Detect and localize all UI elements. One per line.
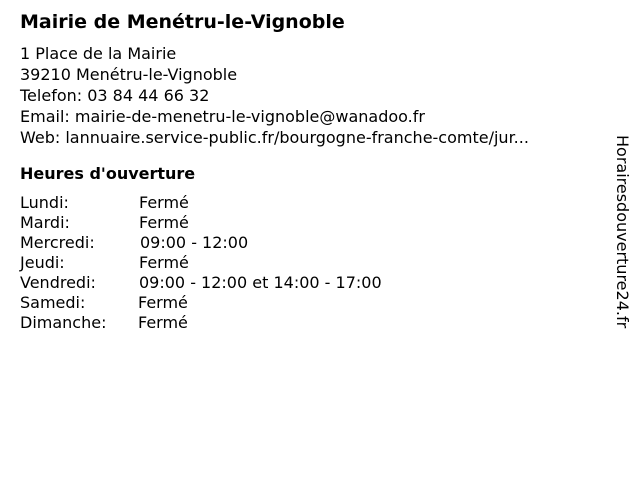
- hours-heading: Heures d'ouverture: [20, 164, 196, 183]
- day-label: Jeudi:: [20, 253, 65, 272]
- site-watermark: Horairesdouverture24.fr: [613, 135, 632, 329]
- day-label: Mercredi:: [20, 233, 95, 252]
- hours-value: Fermé: [138, 313, 188, 332]
- hours-value: Fermé: [138, 293, 188, 312]
- web-line: Web: lannuaire.service-public.fr/bourgogne-franche-comte/jur...: [20, 128, 529, 147]
- hours-value: 09:00 - 12:00 et 14:00 - 17:00: [139, 273, 382, 292]
- hours-value: Fermé: [139, 253, 189, 272]
- email-line: Email: mairie-de-menetru-le-vignoble@wanadoo.fr: [20, 107, 425, 126]
- city-line: 39210 Menétru-le-Vignoble: [20, 65, 238, 84]
- hours-value: 09:00 - 12:00: [140, 233, 249, 252]
- hours-value: Fermé: [139, 193, 189, 212]
- hours-value: Fermé: [139, 213, 189, 232]
- phone-line: Telefon: 03 84 44 66 32: [20, 86, 210, 105]
- day-label: Samedi:: [20, 293, 86, 312]
- day-label: Lundi:: [20, 193, 69, 212]
- day-label: Mardi:: [20, 213, 70, 232]
- day-label: Vendredi:: [20, 273, 96, 292]
- street-address: 1 Place de la Mairie: [20, 44, 177, 63]
- page-title: Mairie de Menétru-le-Vignoble: [20, 11, 345, 33]
- day-label: Dimanche:: [20, 313, 107, 332]
- address-block: [20, 43, 529, 148]
